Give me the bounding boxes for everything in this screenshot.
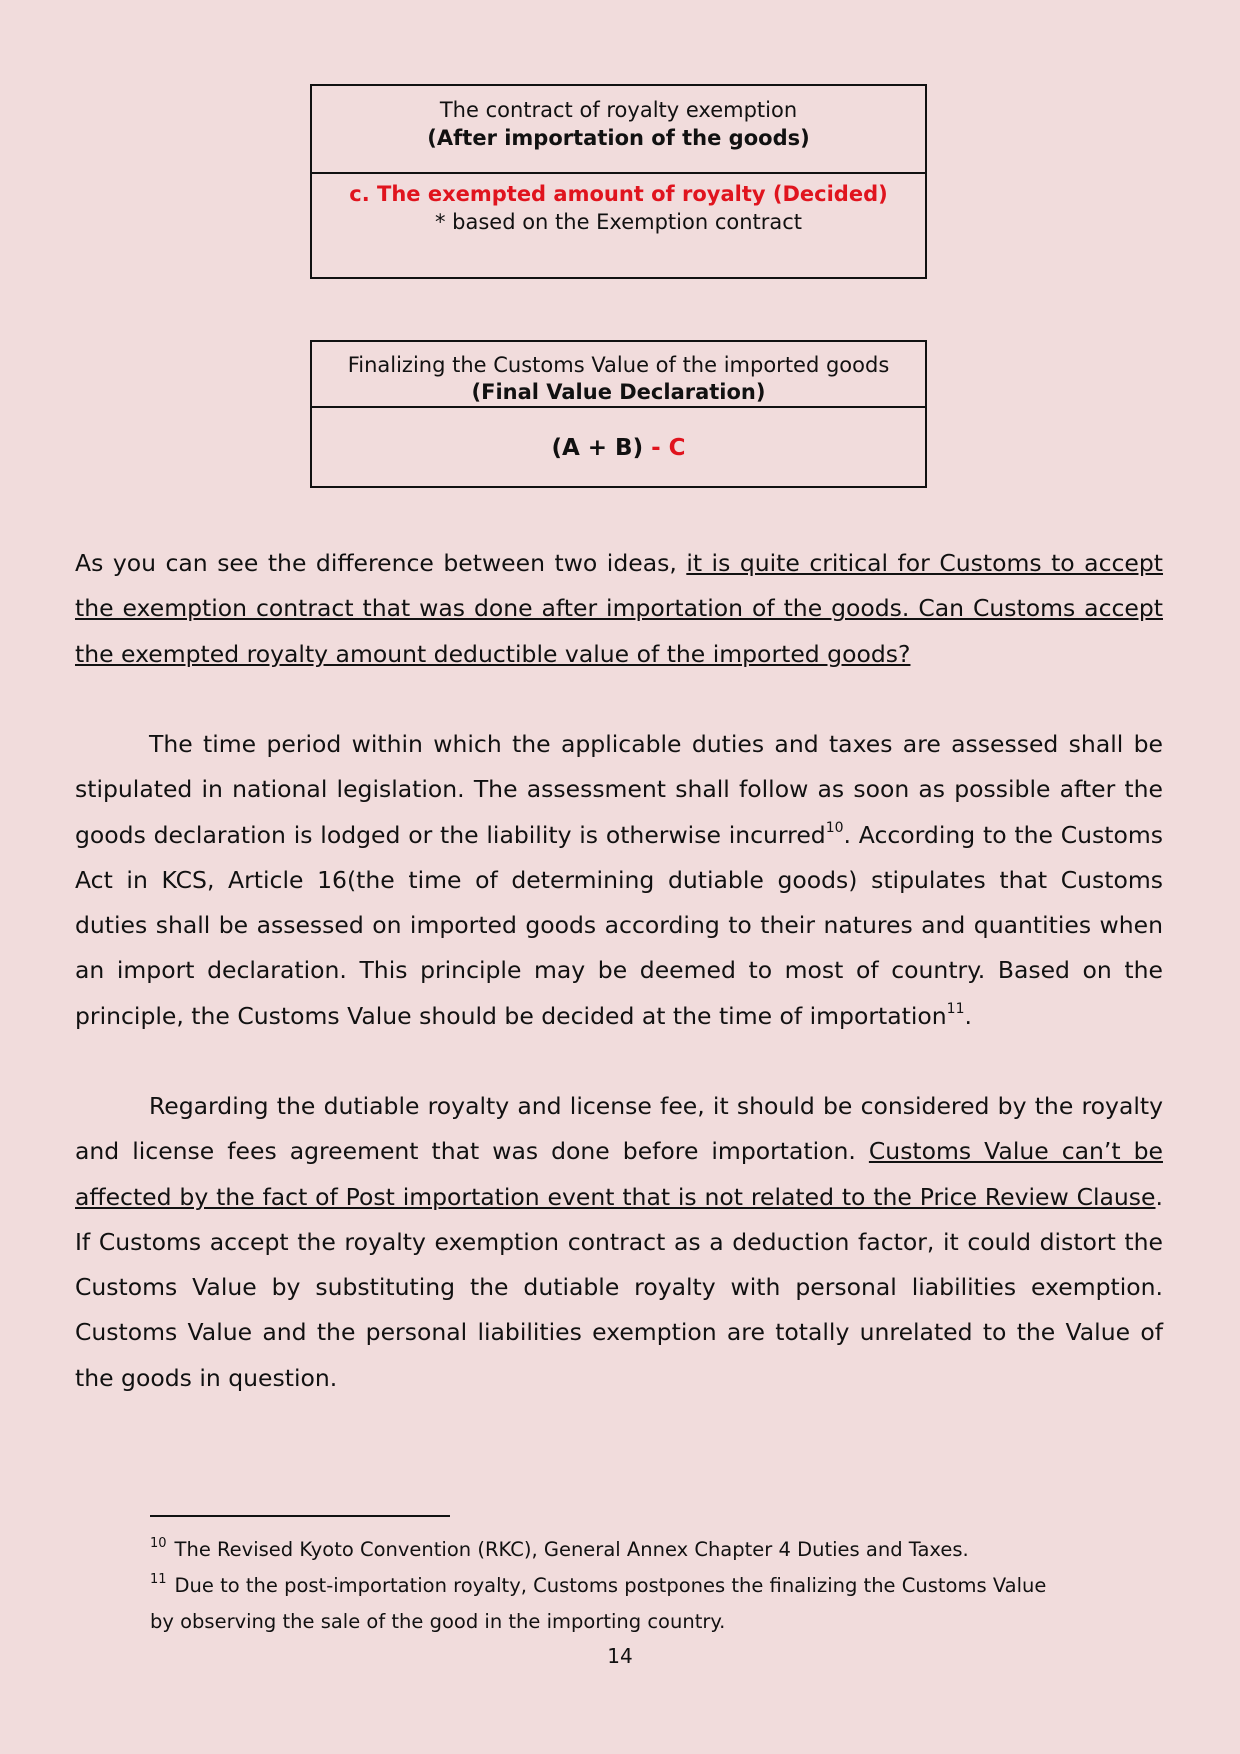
paragraph-dutiable-royalty bbox=[75, 1084, 1163, 1401]
exempted-amount-label: c. The exempted amount of royalty (Decided) bbox=[349, 182, 888, 206]
paragraph-text: . According to the Customs Act in KCS, Article 16(the time of determining dutiable goods) stipulates that Customs duties shall be assessed on imported goods according to their natures and quantities when an import declaration. This principle may be deemed to most of country. Based on the principle, the Customs Value should be decided at the time of importation bbox=[75, 820, 1163, 1030]
footnote-separator bbox=[150, 1515, 450, 1517]
box-subtitle: (Final Value Declaration) bbox=[471, 380, 766, 404]
paragraph-text: Regarding the dutiable royalty and license fee, it should be considered by the royalty and license fees agreement that was done before importation. bbox=[75, 1092, 1163, 1166]
paragraph-text: As you can see the difference between two ideas, bbox=[75, 549, 687, 577]
paragraph-intro bbox=[75, 541, 1163, 677]
exemption-note: * based on the Exemption contract bbox=[434, 210, 803, 234]
box-title: The contract of royalty exemption bbox=[439, 98, 798, 122]
footnote-number: 11 bbox=[150, 1571, 167, 1587]
footnote-ref-10[interactable]: 10 bbox=[825, 819, 844, 836]
paragraph-text: The time period within which the applicable duties and taxes are assessed shall be stipulated in national legislation. The assessment shall follow as soon as possible after the goods declaration is lodged or the liability is otherwise incurred bbox=[75, 730, 1163, 849]
box-header bbox=[312, 342, 925, 406]
box-title: Finalizing the Customs Value of the imported goods bbox=[347, 353, 890, 377]
final-value-box bbox=[310, 340, 927, 488]
paragraph-text: . If Customs accept the royalty exemption contract as a deduction factor, it could distort the Customs Value by substituting the dutiable royalty with personal liabilities exemption. Customs Value and the personal liabilities exemption are totally unrelated to the Value of the goods in question. bbox=[75, 1182, 1163, 1392]
royalty-exemption-box bbox=[310, 84, 927, 279]
formula-sum: (A + B) bbox=[551, 435, 644, 461]
paragraph-text: . bbox=[964, 1001, 972, 1030]
footnote-text: The Revised Kyoto Convention (RKC), General Annex Chapter 4 Duties and Taxes. bbox=[174, 1538, 969, 1561]
box-body bbox=[312, 174, 925, 236]
footnote-10 bbox=[150, 1532, 1060, 1568]
footnote-ref-11[interactable]: 11 bbox=[946, 1000, 965, 1017]
box-header bbox=[312, 86, 925, 172]
footnote-number: 10 bbox=[150, 1535, 167, 1551]
formula-deduction: - C bbox=[643, 435, 686, 461]
paragraph-assessment-timing bbox=[75, 722, 1163, 1039]
underlined-question: it is quite critical for Customs to accept the exemption contract that was done after importation of the goods. Can Customs accept the exempted royalty amount deductible value of the imported goods? bbox=[75, 549, 1164, 668]
underlined-statement: Customs Value can’t be affected by the fact of Post importation event that is not related to the Price Review Clause bbox=[75, 1137, 1163, 1211]
box-subtitle: (After importation of the goods) bbox=[427, 126, 810, 150]
footnote-text: Due to the post-importation royalty, Customs postpones the finalizing the Customs Value by observing the sale of the good in the importing country. bbox=[150, 1574, 1047, 1633]
footnote-11 bbox=[150, 1568, 1060, 1640]
page-number: 14 bbox=[607, 1644, 633, 1668]
value-formula bbox=[312, 408, 925, 462]
